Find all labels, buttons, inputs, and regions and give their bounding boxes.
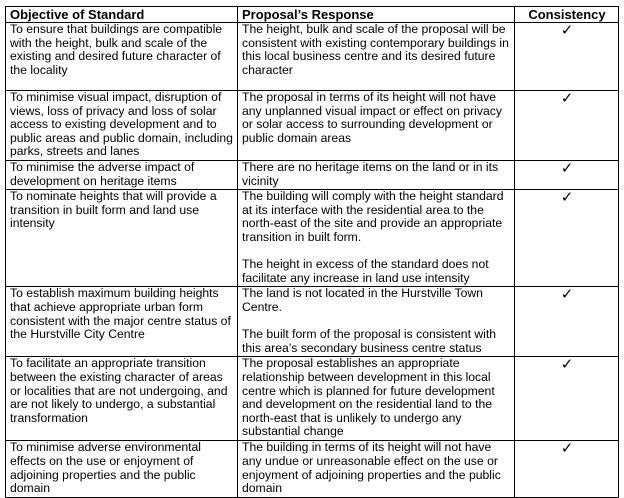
check-mark-icon: ✓ xyxy=(515,23,619,91)
objective-cell: To establish maximum building heights that achieve appropriate urban form consistent with the major centre status of the Hurstville City Centre xyxy=(6,287,238,357)
response-text: The proposal establishes an appropriate relationship between development in this local centre which is planned for future development and development on the residential land to the north-east that is unlikely to undergo any substantial change xyxy=(242,356,495,439)
response-cell xyxy=(238,357,515,441)
objective-cell: To minimise the adverse impact of development on heritage items xyxy=(6,160,238,189)
table-row xyxy=(6,91,619,161)
response-text: The land is not located in the Hurstville Town Centre. xyxy=(242,286,483,314)
objective-cell: To facilitate an appropriate transition between the existing character of areas or localities that are not undergoing, and are not likely to undergo, a substantial transformation xyxy=(6,357,238,441)
objective-cell: To ensure that buildings are compatible with the height, bulk and scale of the existing and desired future character of the locality xyxy=(6,23,238,91)
response-cell xyxy=(238,190,515,287)
table-row xyxy=(6,190,619,287)
header-consistency: Consistency xyxy=(515,7,619,23)
check-mark-icon: ✓ xyxy=(515,357,619,441)
check-mark-icon: ✓ xyxy=(515,91,619,161)
check-mark-icon: ✓ xyxy=(515,160,619,189)
response-cell xyxy=(238,287,515,357)
response-text: There are no heritage items on the land or in its vicinity xyxy=(242,160,499,188)
objective-cell: To minimise adverse environmental effects on the use or enjoyment of adjoining properties and the public domain xyxy=(6,441,238,497)
response-text: The height, bulk and scale of the proposal will be consistent with existing contemporary buildings in this local business centre and its desired future character xyxy=(242,22,509,77)
table-row xyxy=(6,23,619,91)
header-objective: Objective of Standard xyxy=(6,7,238,23)
response-text: The building in terms of its height will not have any undue or unreasonable effect on the use or enjoyment of adjoining properties and the public domain xyxy=(242,440,501,496)
check-mark-icon: ✓ xyxy=(515,441,619,497)
objective-cell: To minimise visual impact, disruption of views, loss of privacy and loss of solar access to existing development and to public areas and public domain, including parks, streets and lanes xyxy=(6,91,238,161)
response-cell xyxy=(238,91,515,161)
response-cell xyxy=(238,23,515,91)
objective-cell: To nominate heights that will provide a transition in built form and land use intensity xyxy=(6,190,238,287)
response-text: The built form of the proposal is consistent with this area’s secondary business centre status xyxy=(242,327,497,355)
table-row xyxy=(6,441,619,497)
response-cell xyxy=(238,160,515,189)
response-cell xyxy=(238,441,515,497)
header-row xyxy=(6,7,619,23)
response-text: The height in excess of the standard does not facilitate any increase in land use intensity xyxy=(242,257,489,285)
table-row xyxy=(6,357,619,441)
table-row xyxy=(6,160,619,189)
compliance-table xyxy=(5,6,619,498)
header-response: Proposal’s Response xyxy=(238,7,515,23)
check-mark-icon: ✓ xyxy=(515,190,619,287)
response-text: The building will comply with the height standard at its interface with the residential area to the north-east of the site and provide an appropriate transition in built form. xyxy=(242,189,504,244)
response-text: The proposal in terms of its height will not have any unplanned visual impact or effect on privacy or solar access to surrounding development or public domain areas xyxy=(242,90,502,145)
table-row xyxy=(6,287,619,357)
check-mark-icon: ✓ xyxy=(515,287,619,357)
